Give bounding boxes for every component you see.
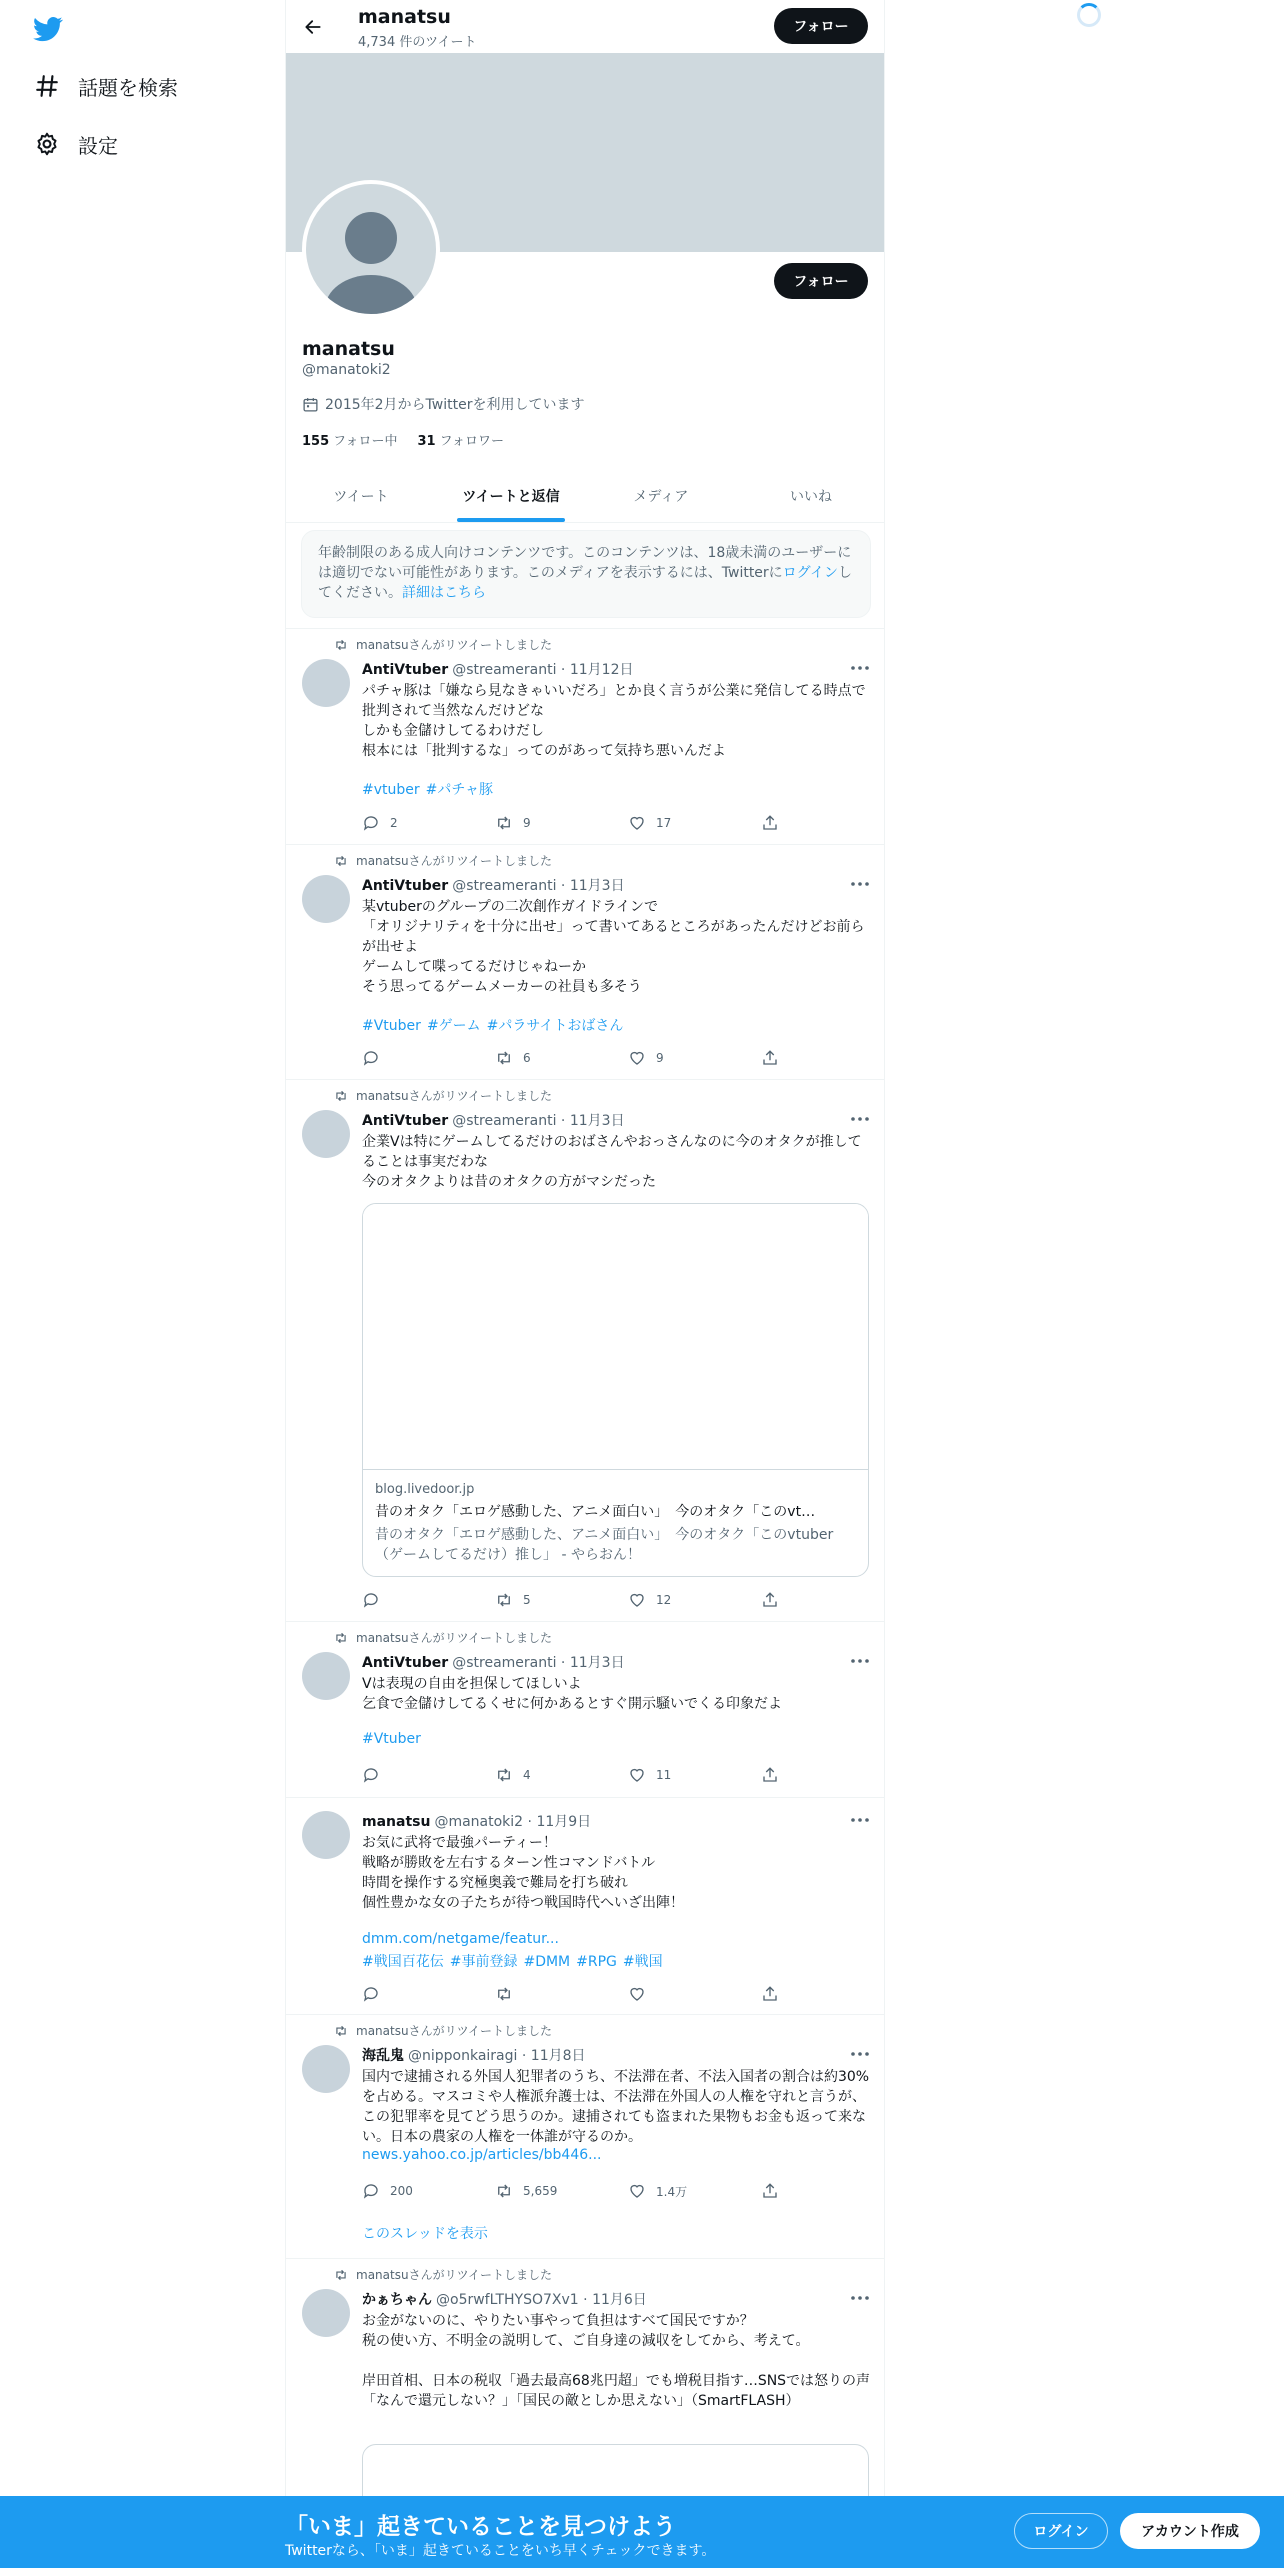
signup-banner-subtitle: Twitterなら、「いま」起きていることをいち早くチェックできます。 <box>285 2543 716 2559</box>
login-button[interactable]: ログイン <box>1014 2513 1108 2549</box>
tweet-actions <box>362 813 792 833</box>
profile-joined-text: 2015年2月からTwitterを利用しています <box>325 397 585 413</box>
tweet-actions <box>362 1984 792 2004</box>
reply-icon <box>362 1049 380 1067</box>
retweet-indicator: manatsuさんがリツイートしました <box>334 2266 552 2283</box>
share-button[interactable] <box>761 813 791 833</box>
sidebar-item-label: 話題を検索 <box>78 75 178 100</box>
tweet[interactable] <box>286 1079 885 1621</box>
retweet-indicator: manatsuさんがリツイートしました <box>334 1087 552 1104</box>
tweet-link[interactable]: dmm.com/netgame/featur... <box>362 1931 559 1947</box>
avatar[interactable] <box>302 1652 350 1700</box>
hashtag-link[interactable]: #パチャ豚 <box>425 782 493 798</box>
tweet-hashtags <box>362 1015 629 1035</box>
retweet-indicator: manatsuさんがリツイートしました <box>334 636 552 653</box>
retweet-icon <box>334 854 348 868</box>
like-button[interactable] <box>628 1984 761 2004</box>
more-options-icon[interactable] <box>848 2045 872 2063</box>
avatar[interactable] <box>302 659 350 707</box>
retweet-icon <box>495 814 513 832</box>
share-button[interactable] <box>761 2181 791 2201</box>
avatar[interactable] <box>302 875 350 923</box>
profile-avatar[interactable] <box>302 180 440 318</box>
retweet-button[interactable]: 5 <box>495 1590 628 1610</box>
share-icon <box>761 2182 779 2200</box>
retweet-icon <box>495 1985 513 2003</box>
hashtag-link[interactable]: #戦国百花伝 <box>362 1954 444 1970</box>
gear-icon <box>34 131 60 157</box>
retweet-icon <box>334 1089 348 1103</box>
share-button[interactable] <box>761 1590 791 1610</box>
left-sidebar <box>0 0 285 2568</box>
retweet-button[interactable]: 9 <box>495 813 628 833</box>
notice-login-link[interactable]: ログイン <box>782 565 838 581</box>
hashtag-link[interactable]: #パラサイトおばさん <box>486 1018 624 1034</box>
back-arrow-icon[interactable] <box>298 12 328 42</box>
tweet-text: お気に武将で最強パーティー！ 戦略が勝敗を左右するターン性コマンドバトル 時間を操作する究極奥義で難局を打ち破れ 個性豊かな女の子たちが待つ戦国時代へいざ出陣！ <box>362 1835 684 1911</box>
like-button[interactable]: 17 <box>628 813 761 833</box>
hashtag-link[interactable]: #DMM <box>523 1954 571 1970</box>
link-card-description: 昔のオタク「エロゲ感動した、アニメ面白い」 今のオタク「このvtuber（ゲームしてるだけ）推し」 - やらおん！ <box>375 1527 834 1563</box>
tweet-actions <box>362 2181 792 2201</box>
heart-icon <box>628 814 646 832</box>
share-button[interactable] <box>761 1984 791 2004</box>
profile-header-bar <box>286 0 885 53</box>
reply-icon <box>362 1591 380 1609</box>
link-card[interactable] <box>362 1203 869 1577</box>
tab-tweets-and-replies[interactable]: ツイートと返信 <box>436 470 586 522</box>
more-options-icon[interactable] <box>848 2289 872 2307</box>
retweet-icon <box>334 1631 348 1645</box>
retweet-indicator: manatsuさんがリツイートしました <box>334 2022 552 2039</box>
sidebar-item-label: 設定 <box>78 133 118 158</box>
profile-stats <box>302 430 524 449</box>
tweet-header: AntiVtuber @streameranti · 11月12日 <box>362 662 634 678</box>
tweet-text: お金がないのに、やりたい事やって負担はすべて国民ですか？ 税の使い方、不明金の説明して、ご自身達の減収をしてから、考えて。 岸田首相、日本の税収「過去最高68兆円超」でも増税目指す…SNSでは怒りの声「なんで還元しない？」「国民の敵としか思えない」（SmartFLASH） <box>362 2313 871 2409</box>
tweet-text: パチャ豚は「嫌なら見なきゃいいだろ」とか良く言うが公業に発信してる時点で批判されて当然なんだけどな しかも金儲けしてるわけだし 根本には「批判するな」ってのがあって気持ち悪いんだよ <box>362 683 866 759</box>
tweet-header: AntiVtuber @streameranti · 11月3日 <box>362 1655 625 1671</box>
reply-button[interactable]: 2 <box>362 813 495 833</box>
more-options-icon[interactable] <box>848 1652 872 1670</box>
share-icon <box>761 1591 779 1609</box>
like-button[interactable]: 1.4万 <box>628 2181 761 2201</box>
retweet-icon <box>334 2024 348 2038</box>
retweet-icon <box>495 2182 513 2200</box>
hashtag-link[interactable]: #戦国 <box>622 1954 663 1970</box>
tweet-text: 国内で逮捕される外国人犯罪者のうち、不法滞在者、不法入国者の割合は約30%を占める。マスコミや人権派弁護士は、不法滞在外国人の人権を守れと言うが、この犯罪率を見てどう思うのか。逮捕されても盗まれた果物もお金も返って来ない。日本の農家の人権を一体誰が守るのか。 <box>362 2069 870 2145</box>
tweet-text: 企業Vは特にゲームしてるだけのおばさんやおっさんなのに今のオタクが推してることは事実だわな 今のオタクよりは昔のオタクの方がマシだった <box>362 1134 862 1190</box>
reply-icon <box>362 1766 380 1784</box>
notice-more-link[interactable]: 詳細はこちら <box>402 585 486 601</box>
retweet-icon <box>334 638 348 652</box>
sidebar-item-settings[interactable] <box>34 126 118 162</box>
more-options-icon[interactable] <box>848 659 872 677</box>
sidebar-item-explore[interactable] <box>34 68 178 104</box>
heart-icon <box>628 1049 646 1067</box>
like-button[interactable]: 12 <box>628 1590 761 1610</box>
tab-media[interactable]: メディア <box>633 489 689 505</box>
header-follow-button[interactable]: フォロー <box>774 8 868 44</box>
hashtag-icon <box>34 73 60 99</box>
profile-follow-button[interactable]: フォロー <box>774 263 868 299</box>
header-profile-name: manatsu <box>358 6 451 28</box>
retweet-indicator: manatsuさんがリツイートしました <box>334 852 552 869</box>
heart-icon <box>628 1591 646 1609</box>
tweet-header: AntiVtuber @streameranti · 11月3日 <box>362 878 625 894</box>
retweet-icon <box>495 1049 513 1067</box>
hashtag-link[interactable]: #Vtuber <box>362 1018 421 1034</box>
sensitive-content-notice: 年齢制限のある成人向けコンテンツです。このコンテンツは、18歳未満のユーザーには適切でない可能性があります。このメディアを表示するには、Twitterにログインしてください。詳細はこちら <box>301 530 871 618</box>
hashtag-link[interactable]: #事前登録 <box>449 1954 518 1970</box>
avatar[interactable] <box>302 2289 350 2337</box>
retweet-button[interactable]: 6 <box>495 1048 628 1068</box>
signup-button[interactable]: アカウント作成 <box>1120 2513 1260 2549</box>
tweet-text: Vは表現の自由を担保してほしいよ 乞食で金儲けしてるくせに何かあるとすぐ開示騒いでくる印象だよ <box>362 1676 782 1712</box>
reply-button[interactable] <box>362 1048 495 1068</box>
reply-icon <box>362 814 380 832</box>
profile-tabs <box>286 470 885 523</box>
retweet-icon <box>334 2268 348 2282</box>
loading-spinner-icon <box>1077 3 1101 27</box>
share-icon <box>761 1766 779 1784</box>
tweet[interactable] <box>286 844 885 1079</box>
tweet-actions <box>362 1590 792 1610</box>
following-stat[interactable]: 155 フォロー中 <box>302 434 398 449</box>
tweet-actions <box>362 1048 792 1068</box>
tweet-hashtags <box>362 779 499 799</box>
avatar[interactable] <box>302 1110 350 1158</box>
avatar[interactable] <box>302 2045 350 2093</box>
link-card-image <box>363 1204 868 1470</box>
link-card-title: 昔のオタク「エロゲ感動した、アニメ面白い」 今のオタク「このvt… <box>375 1504 816 1520</box>
tweet-link[interactable]: news.yahoo.co.jp/articles/bb446... <box>362 2147 602 2163</box>
retweet-button[interactable] <box>495 1984 628 2004</box>
retweet-icon <box>495 1591 513 1609</box>
share-icon <box>761 814 779 832</box>
reply-icon <box>362 2182 380 2200</box>
tweet-hashtags <box>362 1951 669 1971</box>
retweet-indicator: manatsuさんがリツイートしました <box>334 1629 552 1646</box>
profile-column <box>285 0 885 2568</box>
retweet-button[interactable]: 5,659 <box>495 2181 628 2201</box>
calendar-icon <box>302 396 319 413</box>
heart-icon <box>628 1766 646 1784</box>
share-button[interactable] <box>761 1765 791 1785</box>
share-button[interactable] <box>761 1048 791 1068</box>
share-icon <box>761 1049 779 1067</box>
tweet[interactable] <box>286 628 885 844</box>
tweet-header: manatsu @manatoki2 · 11月9日 <box>362 1814 592 1830</box>
tab-tweets[interactable]: ツイート <box>333 489 389 505</box>
reply-button[interactable] <box>362 1590 495 1610</box>
more-options-icon[interactable] <box>848 875 872 893</box>
profile-name: manatsu <box>302 338 395 360</box>
tweet[interactable] <box>286 1621 885 1797</box>
tab-likes[interactable]: いいね <box>790 489 832 505</box>
link-card-domain: blog.livedoor.jp <box>375 1482 475 1497</box>
share-icon <box>761 1985 779 2003</box>
tweet[interactable] <box>286 2014 885 2258</box>
show-thread-link[interactable]: このスレッドを表示 <box>362 2226 488 2242</box>
reply-button[interactable]: 200 <box>362 2181 495 2201</box>
header-tweet-count: 4,734 件のツイート <box>358 35 477 50</box>
profile-handle: @manatoki2 <box>302 362 391 378</box>
hashtag-link[interactable]: #vtuber <box>362 782 420 798</box>
followers-stat[interactable]: 31 フォロワー <box>417 434 504 449</box>
hashtag-link[interactable]: #ゲーム <box>426 1018 481 1034</box>
profile-joined <box>302 394 584 414</box>
tweet-actions <box>362 1765 792 1785</box>
more-options-icon[interactable] <box>848 1110 872 1128</box>
reply-button[interactable] <box>362 1984 495 2004</box>
retweet-button[interactable]: 4 <box>495 1765 628 1785</box>
hashtag-link[interactable]: #Vtuber <box>362 1731 421 1747</box>
tweet-header: かぁちゃん @o5rwfLTHYSO7Xv1 · 11月6日 <box>362 2292 647 2308</box>
twitter-logo-icon[interactable] <box>33 14 63 44</box>
heart-icon <box>628 1985 646 2003</box>
heart-icon <box>628 2182 646 2200</box>
tweet-text: 某vtuberのグループの二次創作ガイドラインで 「オリジナリティを十分に出せ」って書いてあるところがあったんだけどお前らが出せよ ゲームして喋ってるだけじゃねーか そう思ってるゲームメーカーの社員も多そう <box>362 899 865 995</box>
tweet-header: 海乱鬼 @nipponkairagi · 11月8日 <box>362 2048 586 2064</box>
avatar[interactable] <box>302 1811 350 1859</box>
reply-button[interactable] <box>362 1765 495 1785</box>
like-button[interactable]: 11 <box>628 1765 761 1785</box>
hashtag-link[interactable]: #RPG <box>576 1954 617 1970</box>
tweet[interactable] <box>286 1797 885 2014</box>
signup-banner-title: 「いま」起きていることを見つけよう <box>285 2514 676 2540</box>
tweet-hashtags <box>362 1731 427 1747</box>
signup-banner <box>0 2496 1284 2568</box>
tweet-header: AntiVtuber @streameranti · 11月3日 <box>362 1113 625 1129</box>
retweet-icon <box>495 1766 513 1784</box>
like-button[interactable]: 9 <box>628 1048 761 1068</box>
reply-icon <box>362 1985 380 2003</box>
more-options-icon[interactable] <box>848 1811 872 1829</box>
